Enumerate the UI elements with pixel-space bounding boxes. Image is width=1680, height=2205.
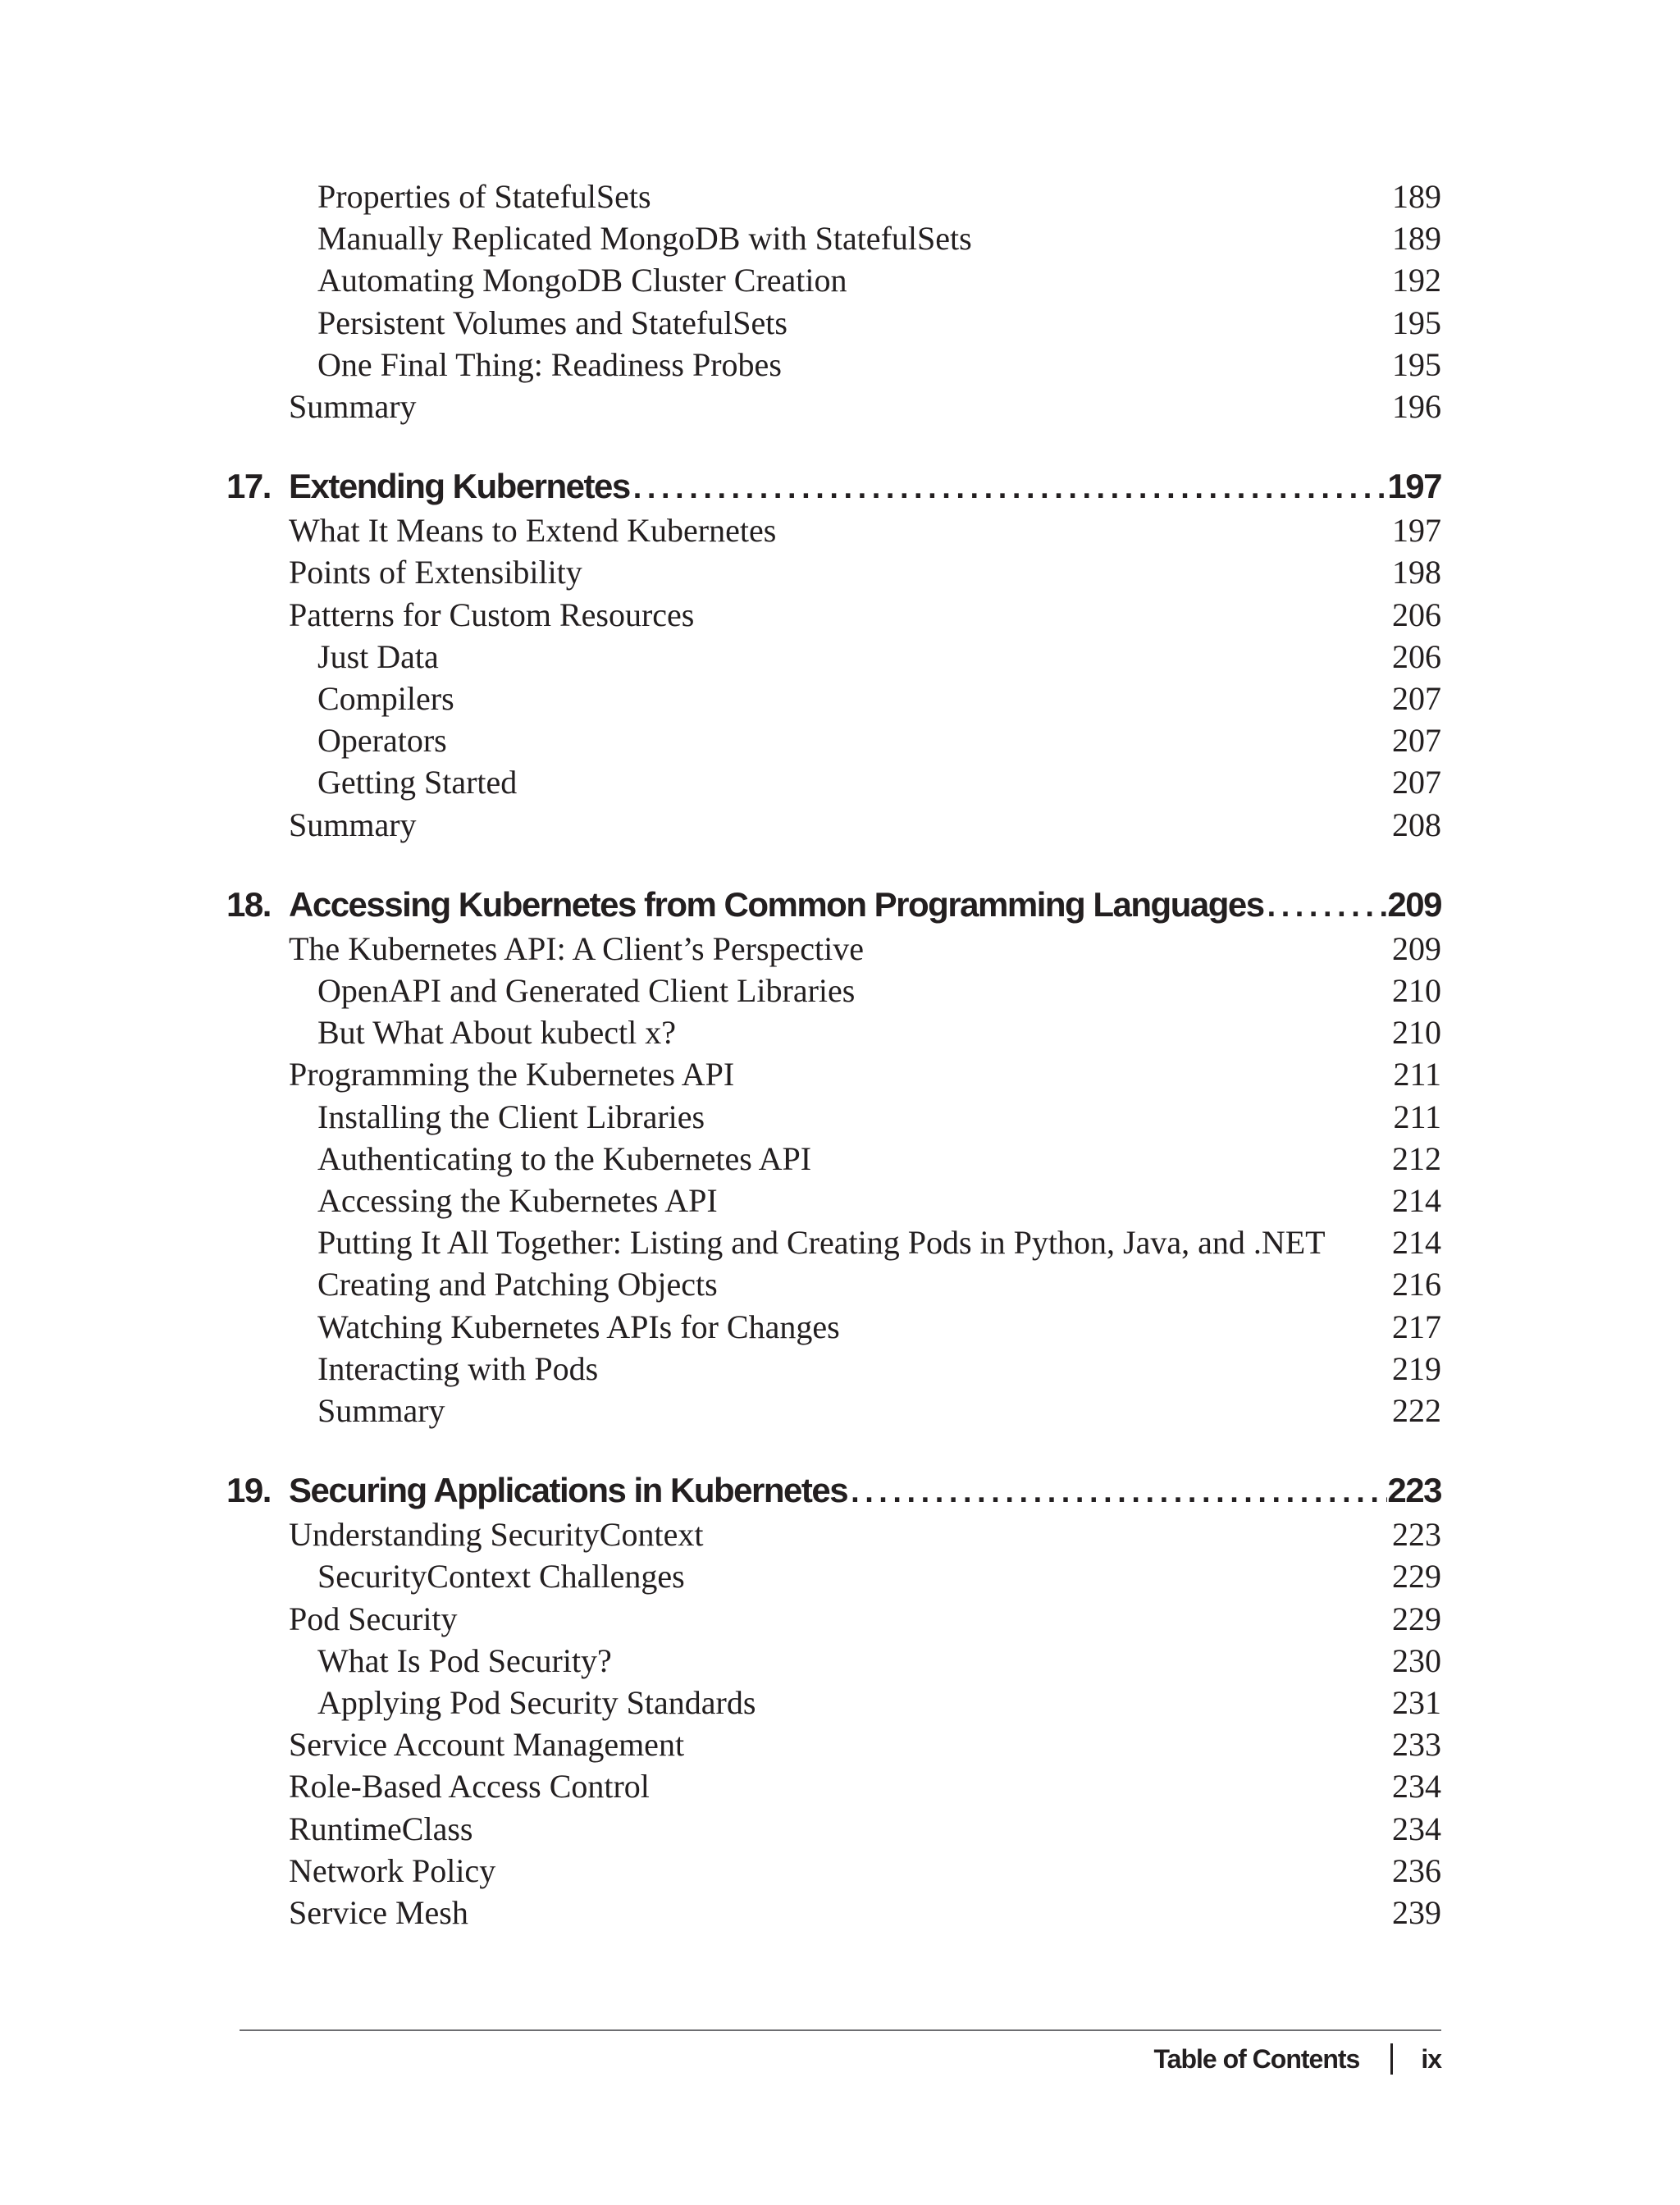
entry-page-number: 210	[1392, 972, 1441, 1009]
toc-chapter-entry[interactable]	[226, 882, 1441, 928]
toc-section-entry[interactable]	[289, 594, 1441, 637]
entry-title: Automating MongoDB Cluster Creation	[317, 262, 847, 299]
entry-page-number: 209	[1392, 929, 1441, 967]
toc-subsection-entry[interactable]	[289, 302, 1441, 345]
entry-page-number: 229	[1392, 1558, 1441, 1596]
entry-page-number: 207	[1392, 722, 1441, 760]
entry-title: Points of Extensibility	[289, 554, 582, 591]
entry-page-number: 195	[1392, 304, 1441, 341]
entry-title: RuntimeClass	[289, 1810, 473, 1847]
entry-page-number: 207	[1392, 764, 1441, 801]
entry-page-number: 219	[1392, 1349, 1441, 1387]
entry-page-number: 214	[1392, 1182, 1441, 1219]
entry-page-number: 195	[1392, 345, 1441, 383]
entry-title: Manually Replicated MongoDB with StatefulSets	[317, 220, 972, 258]
entry-title: Applying Pod Security Standards	[317, 1684, 756, 1721]
entry-page-number: 206	[1392, 637, 1441, 675]
toc-subsection-entry[interactable]	[289, 1138, 1441, 1180]
entry-page-number: 207	[1392, 680, 1441, 717]
entry-page-number: 223	[1392, 1516, 1441, 1554]
entry-page-number: 208	[1392, 806, 1441, 843]
entry-page-number: 234	[1392, 1810, 1441, 1847]
toc-subsection-entry[interactable]	[289, 259, 1441, 302]
entry-title: Summary	[289, 388, 417, 425]
chapter-title: Extending Kubernetes	[289, 467, 630, 506]
entry-title: Operators	[317, 722, 447, 760]
entry-title: Compilers	[317, 680, 454, 717]
dot-leader	[630, 465, 1388, 511]
entry-page-number: 212	[1392, 1139, 1441, 1177]
entry-title: Persistent Volumes and StatefulSets	[317, 304, 788, 341]
entry-page-number: 211	[1393, 1098, 1441, 1135]
toc-section-entry[interactable]	[289, 1765, 1441, 1808]
toc-section-entry[interactable]	[289, 1513, 1441, 1556]
entry-title: Summary	[317, 1392, 445, 1429]
toc-subsection-entry[interactable]	[289, 636, 1441, 678]
toc-chapter-entry[interactable]	[226, 463, 1441, 509]
entry-title: Patterns for Custom Resources	[289, 596, 695, 633]
entry-title: Installing the Client Libraries	[317, 1098, 705, 1135]
footer-separator	[1390, 2043, 1393, 2075]
toc-subsection-entry[interactable]	[289, 176, 1441, 218]
chapter-title: Accessing Kubernetes from Common Programming Languages	[289, 884, 1264, 924]
footer-page-number: ix	[1421, 2043, 1441, 2074]
entry-title: What It Means to Extend Kubernetes	[289, 512, 777, 550]
toc-section-entry[interactable]	[289, 1598, 1441, 1641]
entry-title: Watching Kubernetes APIs for Changes	[317, 1308, 840, 1345]
toc-subsection-entry[interactable]	[289, 1180, 1441, 1222]
dot-leader	[847, 1469, 1387, 1515]
entry-page-number: 196	[1392, 388, 1441, 425]
entry-page-number: 239	[1392, 1894, 1441, 1931]
entry-title: Programming the Kubernetes API	[289, 1056, 735, 1093]
toc-section-entry[interactable]	[289, 551, 1441, 594]
entry-title: One Final Thing: Readiness Probes	[317, 345, 782, 383]
toc-subsection-entry[interactable]	[289, 344, 1441, 386]
entry-page-number: 210	[1392, 1014, 1441, 1052]
entry-page-number: 217	[1392, 1308, 1441, 1345]
footer-rule	[240, 2029, 1441, 2031]
toc-subsection-entry[interactable]	[289, 1390, 1441, 1432]
toc-subsection-entry[interactable]	[289, 1348, 1441, 1390]
entry-title: Pod Security	[289, 1600, 458, 1637]
entry-page-number: 189	[1392, 178, 1441, 215]
running-footer	[1153, 2038, 1441, 2079]
toc-subsection-entry[interactable]	[289, 217, 1441, 260]
entry-page-number: 231	[1392, 1684, 1441, 1721]
entry-title: Putting It All Together: Listing and Creating Pods in Python, Java, and .NET	[317, 1224, 1326, 1262]
toc-subsection-entry[interactable]	[289, 1682, 1441, 1724]
entry-title: Service Account Management	[289, 1726, 685, 1764]
toc-subsection-entry[interactable]	[289, 1555, 1441, 1598]
entry-title: But What About kubectl x?	[317, 1014, 676, 1052]
entry-page-number: 236	[1392, 1851, 1441, 1889]
dot-leader	[1264, 883, 1388, 929]
entry-title: Creating and Patching Objects	[317, 1266, 718, 1303]
entry-title: Interacting with Pods	[317, 1349, 599, 1387]
entry-page-number: 198	[1392, 554, 1441, 591]
entry-title: Understanding SecurityContext	[289, 1516, 704, 1554]
entry-page-number: 234	[1392, 1768, 1441, 1806]
toc-subsection-entry[interactable]	[289, 1011, 1441, 1054]
toc-subsection-entry[interactable]	[289, 1263, 1441, 1306]
chapter-number: 19.	[226, 1471, 271, 1510]
entry-title: Summary	[289, 806, 417, 843]
chapter-number: 17.	[226, 467, 271, 506]
toc-section-entry[interactable]	[289, 1808, 1441, 1851]
chapter-number: 18.	[226, 884, 271, 924]
toc-subsection-entry[interactable]	[289, 1640, 1441, 1682]
toc-subsection-entry[interactable]	[289, 761, 1441, 804]
entry-page-number: 216	[1392, 1266, 1441, 1303]
toc-section-entry[interactable]	[289, 1053, 1441, 1096]
toc-section-entry[interactable]	[289, 386, 1441, 428]
toc-subsection-entry[interactable]	[289, 719, 1441, 762]
toc-chapter-entry[interactable]	[226, 1468, 1441, 1513]
toc-section-entry[interactable]	[289, 509, 1441, 552]
entry-title: Network Policy	[289, 1851, 496, 1889]
entry-title: What Is Pod Security?	[317, 1641, 612, 1679]
entry-title: The Kubernetes API: A Client’s Perspective	[289, 929, 864, 967]
entry-title: OpenAPI and Generated Client Libraries	[317, 972, 856, 1009]
chapter-page-number: 197	[1387, 467, 1441, 506]
toc-section-entry[interactable]	[289, 1892, 1441, 1934]
entry-page-number: 230	[1392, 1641, 1441, 1679]
toc-subsection-entry[interactable]	[289, 1096, 1441, 1139]
chapter-title: Securing Applications in Kubernetes	[289, 1471, 848, 1510]
toc-section-entry[interactable]	[289, 928, 1441, 970]
entry-page-number: 192	[1392, 262, 1441, 299]
entry-page-number: 211	[1393, 1056, 1441, 1093]
footer-section-title: Table of Contents	[1153, 2043, 1360, 2074]
entry-title: Role-Based Access Control	[289, 1768, 650, 1806]
entry-page-number: 197	[1392, 512, 1441, 550]
entry-title: Accessing the Kubernetes API	[317, 1182, 718, 1219]
entry-page-number: 229	[1392, 1600, 1441, 1637]
toc-section-entry[interactable]	[289, 1850, 1441, 1892]
entry-page-number: 189	[1392, 220, 1441, 258]
entry-title: SecurityContext Challenges	[317, 1558, 685, 1596]
toc-subsection-entry[interactable]	[289, 970, 1441, 1012]
entry-title: Just Data	[317, 637, 439, 675]
chapter-page-number: 223	[1387, 1471, 1441, 1510]
toc-subsection-entry[interactable]	[289, 678, 1441, 720]
entry-title: Service Mesh	[289, 1894, 468, 1931]
entry-title: Getting Started	[317, 764, 518, 801]
entry-page-number: 233	[1392, 1726, 1441, 1764]
toc-subsection-entry[interactable]	[289, 1221, 1441, 1264]
entry-title: Properties of StatefulSets	[317, 178, 651, 215]
toc-subsection-entry[interactable]	[289, 1306, 1441, 1349]
toc-section-entry[interactable]	[289, 1723, 1441, 1766]
entry-title: Authenticating to the Kubernetes API	[317, 1139, 812, 1177]
entry-page-number: 206	[1392, 596, 1441, 633]
entry-page-number: 222	[1392, 1392, 1441, 1429]
entry-page-number: 214	[1392, 1224, 1441, 1262]
chapter-page-number: 209	[1387, 884, 1441, 924]
toc-section-entry[interactable]	[289, 804, 1441, 847]
